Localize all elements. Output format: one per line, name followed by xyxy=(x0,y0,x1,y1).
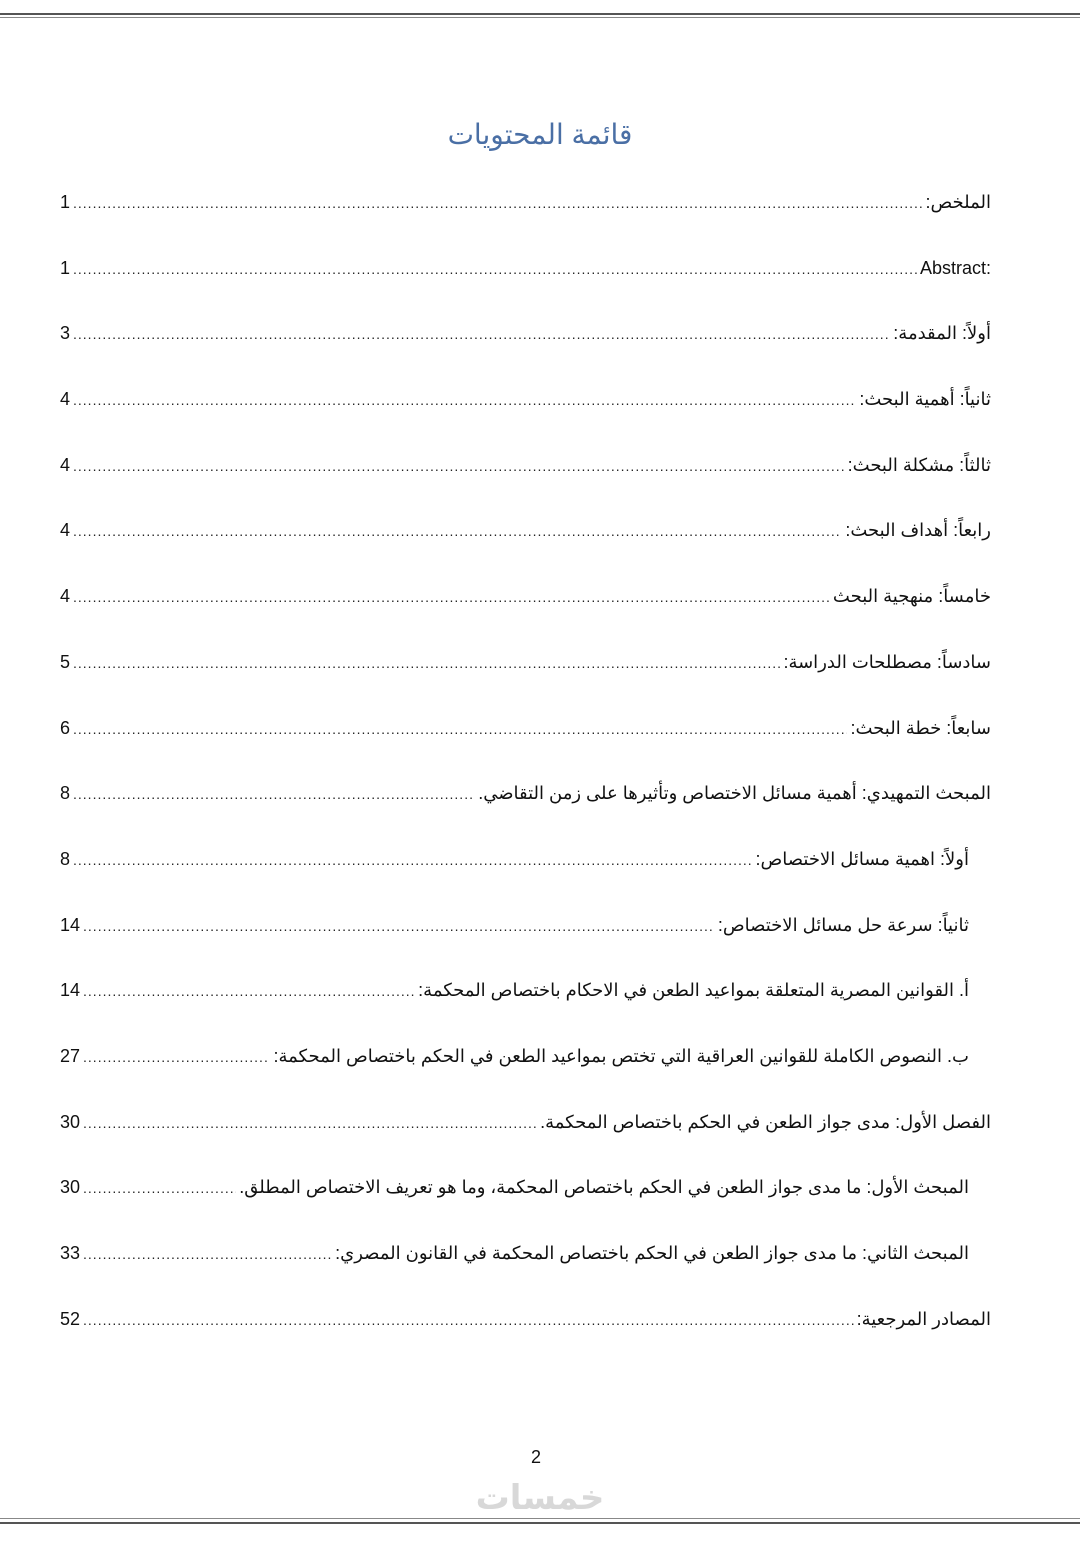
dot-leader xyxy=(83,1180,236,1196)
toc-entry[interactable] xyxy=(60,520,991,586)
toc-entry[interactable] xyxy=(60,192,991,258)
toc-entry-page: 30 xyxy=(60,1111,81,1132)
toc-entry-page: 6 xyxy=(60,717,71,738)
toc-entry-label: ب. النصوص الكاملة للقوانين العراقية التي تختص بمواعيد الطعن في الحكم باختصاص المحكمة: xyxy=(273,1045,969,1066)
toc-entry[interactable] xyxy=(60,1309,991,1375)
toc-entry-page: 8 xyxy=(60,848,71,869)
dot-leader xyxy=(83,918,715,934)
toc-entry-label: الفصل الأول: مدى جواز الطعن في الحكم باختصاص المحكمة. xyxy=(540,1111,991,1132)
toc-entry-label: أ. القوانين المصرية المتعلقة بمواعيد الطعن في الاحكام باختصاص المحكمة: xyxy=(418,980,969,1001)
watermark-logo: خمسات xyxy=(475,1479,605,1517)
toc-entry-page: 1 xyxy=(60,257,71,278)
toc-entry-label: Abstract: xyxy=(919,257,991,278)
page-number: 2 xyxy=(530,1447,541,1467)
dot-leader xyxy=(73,786,475,802)
dot-leader xyxy=(73,589,830,605)
toc-entry-page: 27 xyxy=(60,1045,81,1066)
toc-entry[interactable] xyxy=(60,1243,991,1309)
toc-entry-page: 5 xyxy=(60,651,71,672)
toc-entry-label: أولاً: اهمية مسائل الاختصاص: xyxy=(755,848,969,869)
toc-entry[interactable] xyxy=(60,783,991,849)
dot-leader xyxy=(73,523,842,539)
toc-entry-page: 4 xyxy=(60,389,71,410)
top-border-inner xyxy=(0,17,1080,18)
toc-entry-label: المبحث الثاني: ما مدى جواز الطعن في الحكم باختصاص المحكمة في القانون المصري: xyxy=(335,1243,969,1263)
toc-entry[interactable] xyxy=(60,1177,991,1243)
toc-entry-page: 33 xyxy=(60,1243,81,1263)
toc-entry-page: 4 xyxy=(60,520,71,541)
toc-entry-label: سادساً: مصطلحات الدراسة: xyxy=(783,651,991,672)
page-title: قائمة المحتويات xyxy=(447,119,633,150)
toc-entry[interactable] xyxy=(60,915,991,981)
toc-entry[interactable] xyxy=(60,455,991,521)
toc-entry[interactable] xyxy=(60,718,991,784)
dot-leader xyxy=(73,458,845,474)
bottom-border-inner xyxy=(0,1518,1080,1519)
toc-entry-label: المبحث الأول: ما مدى جواز الطعن في الحكم باختصاص المحكمة، وما هو تعريف الاختصاص المطلق. xyxy=(239,1177,969,1198)
table-of-contents xyxy=(60,192,991,1374)
dot-leader xyxy=(73,721,847,737)
toc-entry-label: أولاً: المقدمة: xyxy=(893,323,991,344)
toc-entry[interactable] xyxy=(60,1112,991,1178)
toc-entry-label: المصادر المرجعية: xyxy=(856,1308,991,1329)
top-border xyxy=(0,13,1080,15)
toc-entry-label: سابعاً: خطة البحث: xyxy=(850,717,991,738)
toc-entry[interactable] xyxy=(60,652,991,718)
toc-entry-page: 14 xyxy=(60,914,81,935)
dot-leader xyxy=(73,852,753,868)
dot-leader xyxy=(73,261,917,277)
toc-entry-page: 1 xyxy=(60,192,71,212)
toc-entry[interactable] xyxy=(60,258,991,324)
toc-entry-page: 3 xyxy=(60,323,71,344)
dot-leader xyxy=(83,1115,537,1131)
toc-entry-label: ثانياً: أهمية البحث: xyxy=(859,389,991,410)
dot-leader xyxy=(83,1312,854,1328)
toc-entry-label: المبحث التمهيدي: أهمية مسائل الاختصاص وتأثيرها على زمن التقاضي. xyxy=(478,783,991,804)
toc-entry-page: 30 xyxy=(60,1177,81,1198)
toc-entry[interactable] xyxy=(60,980,991,1046)
dot-leader xyxy=(73,655,780,671)
toc-entry[interactable] xyxy=(60,389,991,455)
toc-entry-page: 4 xyxy=(60,454,71,475)
toc-entry-label: ثانياً: سرعة حل مسائل الاختصاص: xyxy=(717,914,969,935)
toc-entry-label: ثالثاً: مشكلة البحث: xyxy=(847,454,991,475)
dot-leader xyxy=(73,195,922,211)
toc-entry[interactable] xyxy=(60,586,991,652)
toc-entry-page: 52 xyxy=(60,1308,81,1329)
toc-entry-page: 14 xyxy=(60,980,81,1001)
toc-entry-page: 4 xyxy=(60,586,71,607)
dot-leader xyxy=(73,392,856,408)
toc-entry[interactable] xyxy=(60,849,991,915)
toc-entry-page: 8 xyxy=(60,783,71,804)
dot-leader xyxy=(83,1049,270,1065)
toc-entry-label: الملخص: xyxy=(925,192,991,212)
dot-leader xyxy=(83,983,415,999)
toc-entry[interactable] xyxy=(60,1046,991,1112)
toc-entry-label: رابعاً: أهداف البحث: xyxy=(845,520,991,541)
dot-leader xyxy=(83,1246,332,1262)
toc-entry-label: خامساً: منهجية البحث xyxy=(832,586,991,607)
bottom-border xyxy=(0,1522,1080,1524)
dot-leader xyxy=(73,326,890,342)
toc-entry[interactable] xyxy=(60,323,991,389)
